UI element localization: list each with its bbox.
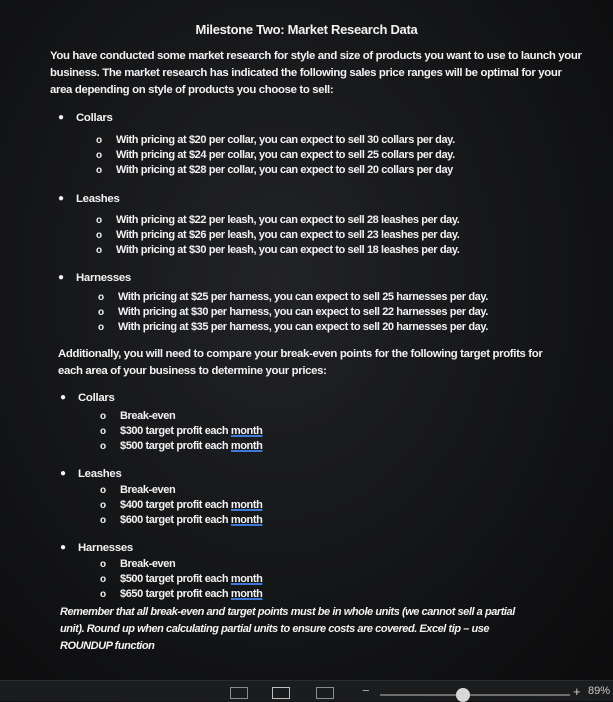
- status-bar: [0, 680, 613, 701]
- print-layout-icon[interactable]: [272, 687, 290, 699]
- document-title: Milestone Two: Market Research Data: [195, 22, 418, 37]
- web-layout-icon[interactable]: [316, 687, 334, 699]
- month-link[interactable]: month: [230, 573, 263, 585]
- pricing-item: o With pricing at $35 per harness, you can expect to sell 20 harnesses per day.: [98, 321, 488, 333]
- zoom-percent[interactable]: 89%: [588, 685, 611, 697]
- bullet-circle-icon: o: [100, 485, 106, 496]
- bullet-circle-icon: o: [100, 500, 106, 511]
- bullet-circle-icon: o: [98, 322, 104, 333]
- bullet-circle-icon: o: [100, 559, 106, 570]
- pricing-bullet-harnesses: ● Harnesses: [58, 272, 131, 284]
- target-item: o $300 target profit each month: [100, 425, 263, 437]
- month-link[interactable]: month: [230, 440, 263, 452]
- bullet-dot-icon: ●: [60, 542, 66, 553]
- month-link[interactable]: month: [230, 514, 263, 526]
- month-link[interactable]: month: [230, 588, 263, 600]
- bullet-dot-icon: ●: [60, 392, 66, 403]
- intro-paragraph: You have conducted some market research for style and size of products you want to use to launch your business. The market research has indicated the following sales price ranges will be optimal for your area depending on style of products you choose to sell:: [50, 50, 582, 96]
- bullet-circle-icon: o: [96, 135, 102, 146]
- pricing-item: o With pricing at $20 per collar, you can expect to sell 30 collars per day.: [96, 134, 455, 146]
- compare-paragraph: Additionally, you will need to compare your break-even points for the following target profits for each area of your business to determine your prices:: [58, 348, 543, 377]
- target-bullet-harnesses: ● Harnesses: [60, 542, 133, 554]
- bullet-circle-icon: o: [100, 411, 106, 422]
- pricing-item: o With pricing at $25 per harness, you can expect to sell 25 harnesses per day.: [98, 291, 488, 303]
- target-item: o $600 target profit each month: [100, 514, 263, 526]
- target-item: o $650 target profit each month: [100, 588, 263, 600]
- pricing-bullet-collars: ● Collars: [58, 112, 113, 124]
- pricing-item: o With pricing at $30 per harness, you can expect to sell 22 harnesses per day.: [98, 306, 488, 318]
- target-bullet-leashes: ● Leashes: [60, 468, 122, 480]
- bullet-dot-icon: ●: [58, 272, 64, 283]
- pricing-item: o With pricing at $22 per leash, you can expect to sell 28 leashes per day.: [96, 214, 460, 226]
- bullet-circle-icon: o: [98, 292, 104, 303]
- bullet-dot-icon: ●: [58, 193, 64, 204]
- bullet-circle-icon: o: [100, 426, 106, 437]
- pricing-item: o With pricing at $30 per leash, you can expect to sell 18 leashes per day.: [96, 244, 460, 256]
- target-item: o Break-even: [100, 558, 176, 570]
- target-bullet-collars: ● Collars: [60, 392, 115, 404]
- zoom-slider[interactable]: [380, 694, 570, 696]
- roundup-note: Remember that all break-even and target points must be in whole units (we cannot sell a partial unit). Round up when calculating partial units to ensure costs are covered. Excel tip – use ROUNDUP function: [60, 606, 515, 652]
- bullet-circle-icon: o: [96, 230, 102, 241]
- read-mode-icon[interactable]: [230, 687, 248, 699]
- month-link[interactable]: month: [230, 499, 263, 511]
- target-item: o Break-even: [100, 484, 176, 496]
- bullet-circle-icon: o: [100, 515, 106, 526]
- month-link[interactable]: month: [230, 425, 263, 437]
- zoom-in-icon[interactable]: +: [573, 684, 581, 699]
- bullet-dot-icon: ●: [58, 112, 64, 123]
- target-item: o $500 target profit each month: [100, 440, 263, 452]
- bullet-circle-icon: o: [96, 165, 102, 176]
- bullet-circle-icon: o: [100, 589, 106, 600]
- bullet-circle-icon: o: [96, 245, 102, 256]
- pricing-item: o With pricing at $26 per leash, you can expect to sell 23 leashes per day.: [96, 229, 460, 241]
- pricing-item: o With pricing at $28 per collar, you can expect to sell 20 collars per day: [96, 164, 453, 176]
- target-item: o Break-even: [100, 410, 176, 422]
- bullet-circle-icon: o: [98, 307, 104, 318]
- target-item: o $500 target profit each month: [100, 573, 263, 585]
- bullet-circle-icon: o: [96, 215, 102, 226]
- target-item: o $400 target profit each month: [100, 499, 263, 511]
- bullet-circle-icon: o: [100, 574, 106, 585]
- pricing-item: o With pricing at $24 per collar, you can expect to sell 25 collars per day.: [96, 149, 455, 161]
- bullet-circle-icon: o: [100, 441, 106, 452]
- pricing-bullet-leashes: ● Leashes: [58, 193, 120, 205]
- bullet-circle-icon: o: [96, 150, 102, 161]
- bullet-dot-icon: ●: [60, 468, 66, 479]
- zoom-minus-icon[interactable]: −: [362, 683, 370, 698]
